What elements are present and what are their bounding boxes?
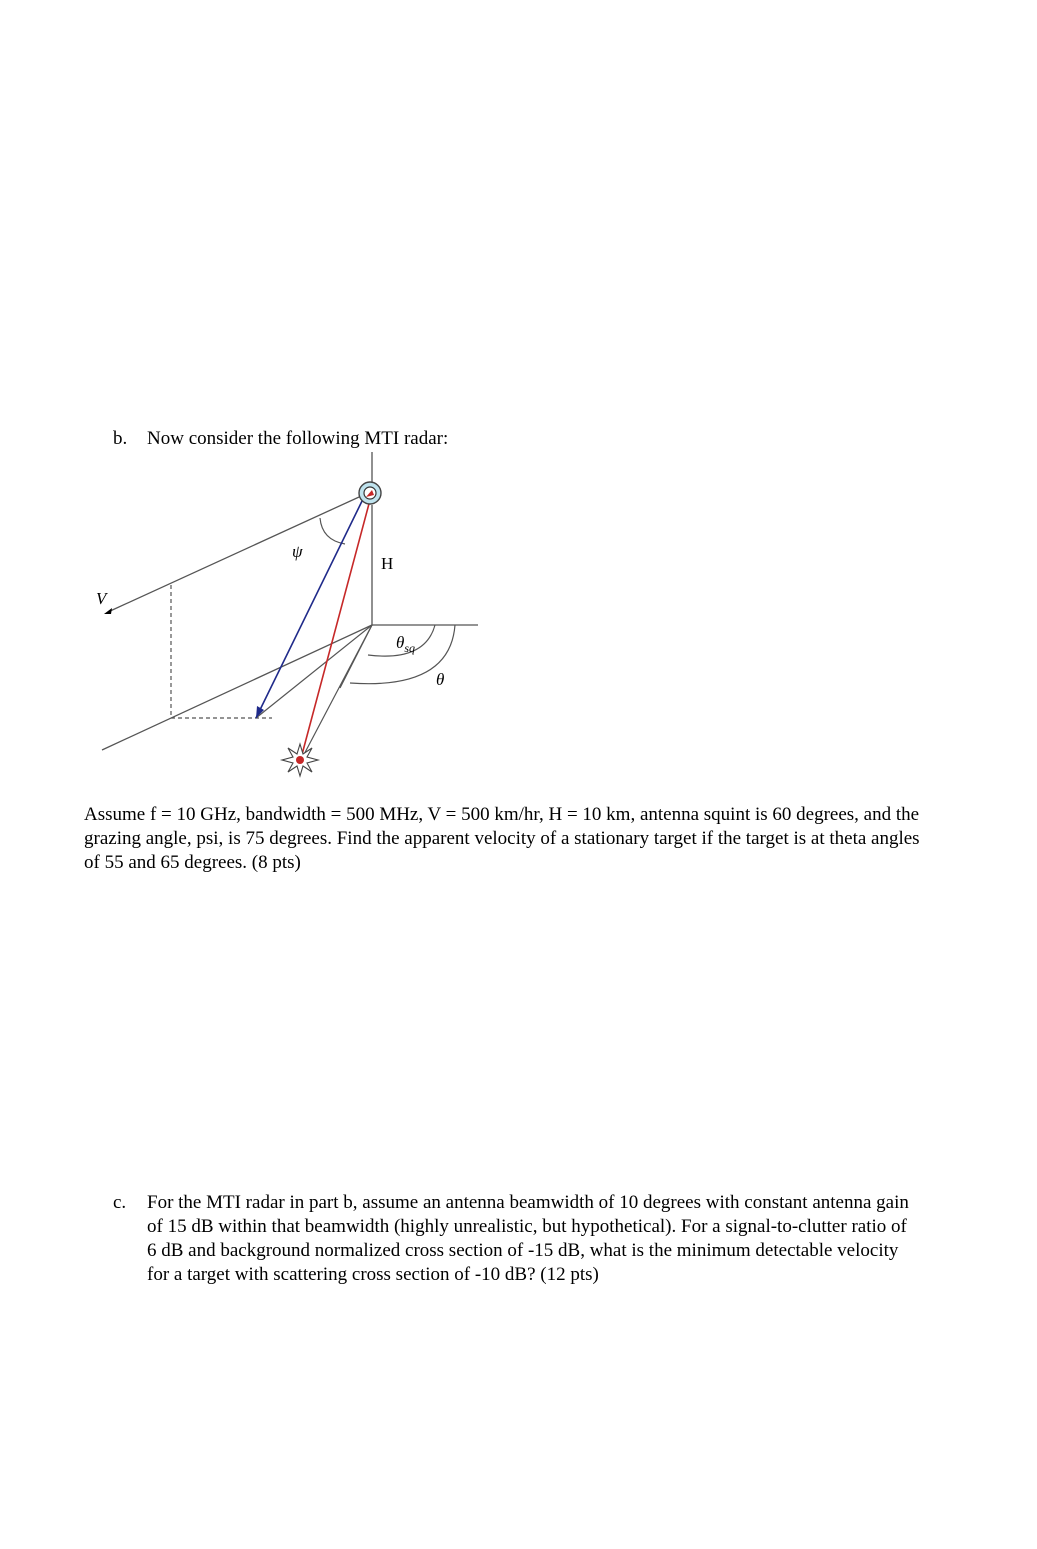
target-starburst-icon [282, 744, 318, 776]
part-b-question-text: Assume f = 10 GHz, bandwidth = 500 MHz, V = 500 km/hr, H = 10 km, antenna squint is 60 degrees, and the grazing angle, psi, is 75 degrees. Find the apparent velocity of a stationary target if the target is at theta angles of 55 and 65 degrees. (8 pts) [84, 804, 920, 873]
theta-label: θ [436, 670, 445, 689]
radar-icon [359, 482, 381, 504]
part-b-marker: b. [113, 428, 128, 449]
theta-sq-label [396, 633, 415, 655]
ground-line-to-beam [256, 625, 372, 718]
theta-sq-symbol: θ [396, 633, 405, 652]
velocity-arrowhead [104, 608, 112, 614]
flight-path-line [108, 492, 370, 612]
part-c-marker: c. [113, 1192, 127, 1213]
psi-label: ψ [292, 542, 303, 561]
grazing-angle-arc [320, 518, 345, 544]
part-b-heading-text: Now consider the following MTI radar: [147, 428, 449, 449]
part-c-question-text: For the MTI radar in part b, assume an antenna beamwidth of 10 degrees with constant antenna gain of 15 dB within that beamwidth (highly unrealistic, but hypothetical). For a signal-to-clutter ratio of 6 dB and background normalized cross section of -15 dB, what is the minimum detectable velocity for a target with scattering cross section of -10 dB? (12 pts) [147, 1192, 909, 1285]
line-of-sight-vector [256, 497, 364, 718]
velocity-label: V [96, 589, 107, 608]
height-label: H [381, 554, 394, 573]
ground-line-squint [340, 625, 372, 688]
part-c-question [113, 1191, 913, 1287]
theta-sq-subscript: sq [404, 641, 416, 655]
